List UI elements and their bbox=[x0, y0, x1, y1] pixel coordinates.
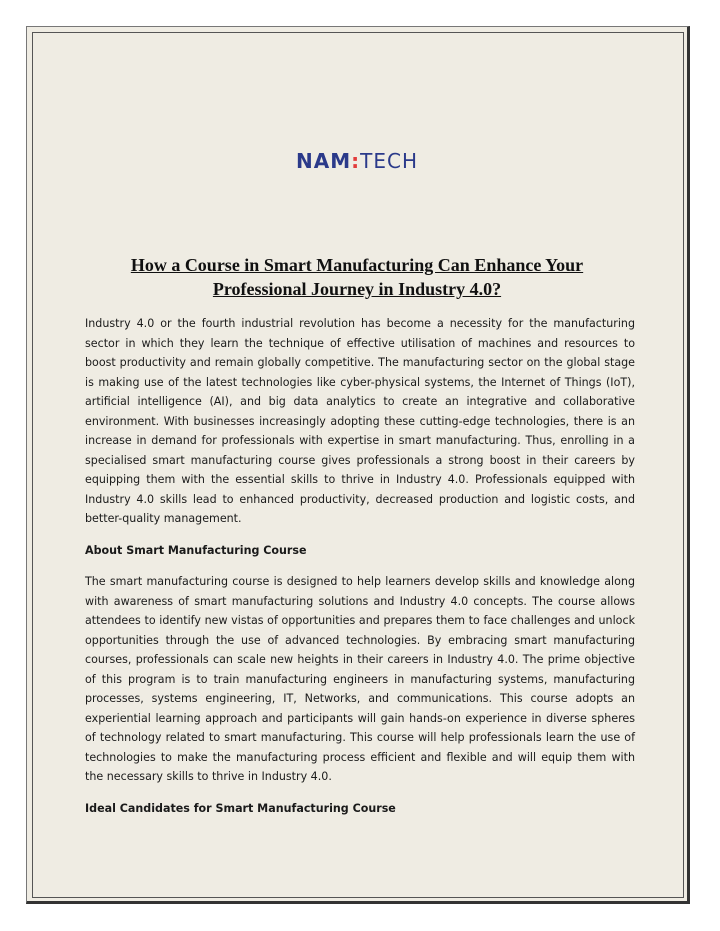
logo-text-nam: NAM bbox=[296, 149, 352, 173]
document-body bbox=[85, 314, 635, 830]
document-title bbox=[67, 253, 647, 301]
ideal-candidates-heading: Ideal Candidates for Smart Manufacturing Course bbox=[85, 801, 396, 815]
title-line-2: Professional Journey in Industry 4.0? bbox=[212, 279, 502, 299]
about-paragraph: The smart manufacturing course is designed to help learners develop skills and knowledge along with awareness of smart manufacturing solutions and Industry 4.0 concepts. The course allows attendees to identify new vistas of opportunities and prepares them to face challenges and unlock opportunities through the use of advanced technologies. By embracing smart manufacturing courses, professionals can scale new heights in their careers in Industry 4.0. The prime objective of this program is to train manufacturing engineers in manufacturing systems, manufacturing processes, systems engineering, IT, Networks, and communications. This course adopts an experiential learning approach and participants will gain hands-on experience in diverse spheres of technology related to smart manufacturing. This course will help professionals learn the use of technologies to make the manufacturing process efficient and flexible and will equip them with the necessary skills to thrive in Industry 4.0. bbox=[85, 575, 635, 783]
logo-colon: : bbox=[351, 149, 361, 173]
title-line-1: How a Course in Smart Manufacturing Can Enhance Your bbox=[130, 255, 584, 275]
intro-paragraph: Industry 4.0 or the fourth industrial revolution has become a necessity for the manufacturing sector in which they learn the technique of effective utilisation of machines and resources to boost productivity and remain globally competitive. The manufacturing sector on the global stage is making use of the latest technologies like cyber-physical systems, the Internet of Things (IoT), artificial intelligence (AI), and big data analytics to create an integrative and collaborative environment. With businesses increasingly adopting these cutting-edge technologies, there is an increase in demand for professionals with expertise in smart manufacturing. Thus, enrolling in a specialised smart manufacturing course gives professionals a strong boost in their careers by equipping them with the essential skills to thrive in Industry 4.0. Professionals equipped with Industry 4.0 skills lead to enhanced productivity, decreased production and logistic costs, and better-quality management. bbox=[85, 317, 635, 525]
namtech-logo bbox=[27, 149, 687, 173]
about-heading: About Smart Manufacturing Course bbox=[85, 543, 307, 557]
document-page bbox=[26, 26, 690, 904]
logo-text-tech: TECH bbox=[360, 149, 418, 173]
